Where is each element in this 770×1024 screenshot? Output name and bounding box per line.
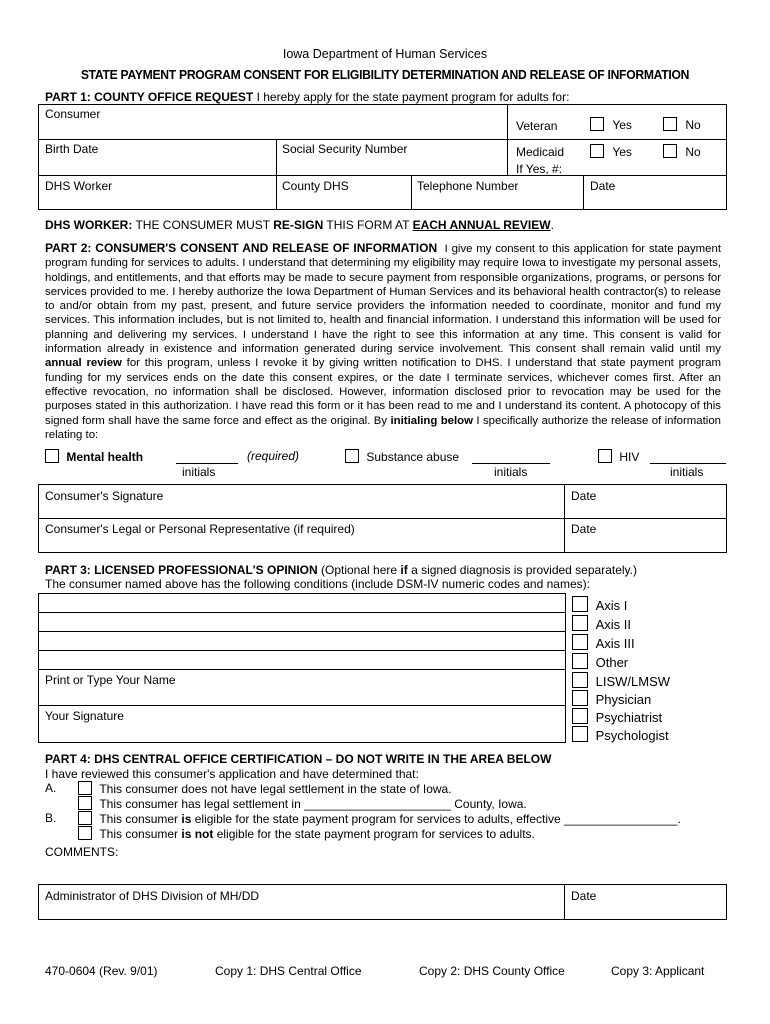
medicaid-number-field[interactable]: If Yes, #: [516, 162, 563, 176]
copy-2: Copy 2: DHS County Office [419, 964, 565, 978]
axis-2-checkbox[interactable] [572, 615, 588, 631]
agency-name: Iowa Department of Human Services [282, 47, 488, 61]
comments-label: COMMENTS: [45, 845, 119, 859]
county-dhs-field[interactable]: County DHS [282, 179, 349, 193]
medicaid-yes-option[interactable]: Yes [590, 144, 632, 159]
mental-health-checkbox[interactable] [45, 449, 59, 463]
veteran-yes-checkbox[interactable] [590, 117, 604, 131]
form-title: STATE PAYMENT PROGRAM CONSENT FOR ELIGIBILITY DETERMINATION AND RELEASE OF INFORMATION [80, 67, 690, 82]
your-signature-field[interactable]: Your Signature [45, 709, 124, 723]
lisw-checkbox[interactable] [572, 672, 588, 688]
substance-abuse-checkbox[interactable] [345, 449, 359, 463]
medicaid-yes-checkbox[interactable] [590, 144, 604, 158]
telephone-field[interactable]: Telephone Number [417, 179, 519, 193]
psychologist-option[interactable]: Psychologist [572, 726, 669, 743]
part4-heading: PART 4: DHS CENTRAL OFFICE CERTIFICATION – DO NOT WRITE IN THE AREA BELOW [45, 752, 552, 766]
hiv-initials-label: initials [670, 465, 704, 479]
a2-option[interactable]: This consumer has legal settlement in ______________________ County, Iowa. [78, 796, 527, 811]
administrator-field[interactable]: Administrator of DHS Division of MH/DD [45, 889, 260, 903]
mental-health-initials-line[interactable] [176, 463, 238, 464]
veteran-no-checkbox[interactable] [663, 117, 677, 131]
hiv-option[interactable]: HIV [598, 449, 639, 464]
administrator-date-field[interactable]: Date [571, 889, 597, 903]
medicaid-no-checkbox[interactable] [663, 144, 677, 158]
ssn-field[interactable]: Social Security Number [282, 142, 408, 156]
required-note: (required) [247, 449, 300, 463]
psychiatrist-checkbox[interactable] [572, 708, 588, 724]
copy-1: Copy 1: DHS Central Office [215, 964, 362, 978]
axis-2-option[interactable]: Axis II [572, 615, 631, 632]
lisw-option[interactable]: LISW/LMSW [572, 672, 670, 689]
part1-heading-line [45, 90, 569, 104]
a2-checkbox[interactable] [78, 796, 92, 810]
part1-date-field[interactable]: Date [590, 179, 616, 193]
mental-health-initials-label: initials [182, 465, 216, 479]
substance-abuse-option[interactable]: Substance abuse [345, 449, 459, 464]
psychologist-checkbox[interactable] [572, 726, 588, 742]
legal-rep-date-field[interactable]: Date [571, 522, 597, 536]
resign-notice: DHS WORKER: THE CONSUMER MUST RE-SIGN THIS FORM AT EACH ANNUAL REVIEW. [45, 218, 554, 232]
veteran-yes-option[interactable]: Yes [590, 117, 632, 132]
axis-1-option[interactable]: Axis I [572, 596, 627, 613]
consumer-signature-field[interactable]: Consumer's Signature [45, 489, 164, 503]
hiv-initials-line[interactable] [650, 463, 726, 464]
mental-health-option[interactable]: Mental health [45, 449, 143, 464]
veteran-no-option[interactable]: No [663, 117, 701, 132]
b2-checkbox[interactable] [78, 826, 92, 840]
dhs-worker-field[interactable]: DHS Worker [45, 179, 113, 193]
axis-3-checkbox[interactable] [572, 634, 588, 650]
medicaid-label: Medicaid [516, 145, 565, 159]
birth-date-field[interactable]: Birth Date [45, 142, 99, 156]
axis-2-line[interactable] [38, 631, 566, 632]
part4-reviewed-text: I have reviewed this consumer's application and have determined that: [45, 767, 419, 781]
a1-checkbox[interactable] [78, 781, 92, 795]
part2-consent-text: PART 2: CONSUMER'S CONSENT AND RELEASE OF INFORMATION I give my consent to this application for state payment program funding for services to adults. I understand that determining my eligibility may require Iowa to investigate my personal assets, holdings, and entitlements, and that efforts may be made to secure payment from responsible organizations, programs, or persons for services provided to me. I hereby authorize the Iowa Department of Human Services and its behavioral health contractor(s) to release to and/or obtain from my past, present, and future service providers the information needed to coordinate, monitor and fund my services. This information includes, but is not limited to, health and financial information. I understand this information will be used for planning and delivering my services. I understand I have the right to see this information at any time. This consent is valid for information already in existence and information generated during service involvement. This consent shall remain valid until my annual review for this program, unless I revoke it by giving written notification to DHS. I understand that state payment program funding for my services ends on the date this consent expires, or the date I terminate services, whichever comes first. After an effective revocation, no information shall be disclosed. However, information disclosed prior to revocation may be used for the purposes stated in this authorization. I have read this form or it has been read to me and I understand its content. A photocopy of this signed form shall have the same force and effect as the original. By initialing below I specifically authorize the release of information relating to: [45, 241, 722, 441]
b2-option[interactable]: This consumer is not eligible for the state payment program for services to adults. [78, 826, 535, 841]
other-line[interactable] [38, 669, 566, 670]
physician-checkbox[interactable] [572, 690, 588, 706]
legal-rep-field[interactable]: Consumer's Legal or Personal Representative (if required) [45, 522, 355, 536]
hiv-checkbox[interactable] [598, 449, 612, 463]
veteran-label: Veteran [516, 119, 558, 133]
section-b-label: B. [45, 811, 57, 825]
b1-checkbox[interactable] [78, 811, 92, 825]
b1-option[interactable]: This consumer is eligible for the state payment program for services to adults, effective _________________. [78, 811, 681, 826]
axis-1-checkbox[interactable] [572, 596, 588, 612]
consumer-signature-date-field[interactable]: Date [571, 489, 597, 503]
part1-intro: I hereby apply for the state payment program for adults for: [256, 90, 570, 104]
substance-abuse-initials-label: initials [494, 465, 528, 479]
part3-heading: PART 3: LICENSED PROFESSIONAL'S OPINION [45, 563, 318, 577]
form-number: 470-0604 (Rev. 9/01) [45, 964, 158, 978]
other-option[interactable]: Other [572, 653, 628, 670]
consumer-field[interactable]: Consumer [45, 107, 101, 121]
axis-1-line[interactable] [38, 612, 566, 613]
medicaid-no-option[interactable]: No [663, 144, 701, 159]
axis-3-option[interactable]: Axis III [572, 634, 635, 651]
substance-abuse-initials-line[interactable] [472, 463, 550, 464]
a1-option[interactable]: This consumer does not have legal settlement in the state of Iowa. [78, 781, 452, 796]
part3-heading-line: PART 3: LICENSED PROFESSIONAL'S OPINION (Optional here if a signed diagnosis is provided separately.) [45, 563, 637, 577]
other-checkbox[interactable] [572, 653, 588, 669]
part1-heading: PART 1: COUNTY OFFICE REQUEST [45, 90, 254, 104]
copy-3: Copy 3: Applicant [611, 964, 705, 978]
print-name-field[interactable]: Print or Type Your Name [45, 673, 176, 687]
psychiatrist-option[interactable]: Psychiatrist [572, 708, 662, 725]
physician-option[interactable]: Physician [572, 690, 651, 707]
axis-3-line[interactable] [38, 650, 566, 651]
part3-conditions-text: The consumer named above has the following conditions (include DSM-IV numeric codes and names): [45, 577, 590, 591]
part2-heading: PART 2: CONSUMER'S CONSENT AND RELEASE OF INFORMATION [45, 241, 438, 255]
section-a-label: A. [45, 781, 57, 795]
